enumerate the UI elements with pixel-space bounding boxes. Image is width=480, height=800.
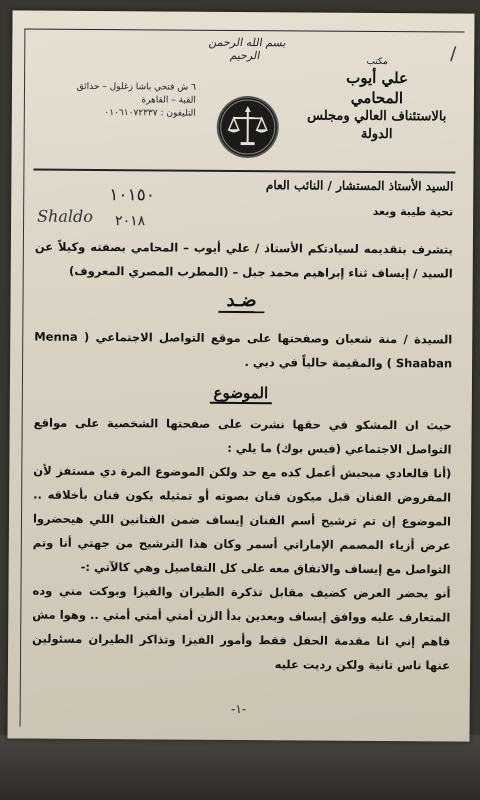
basmala: بسم الله الرحمن الرحيم [207, 35, 288, 63]
phone-line: التليفون : ٠١٠٦١٠٧٢٣٣٧ [104, 108, 196, 119]
intro-paragraph: يتشرف بتقديمه لسيادتكم الأستاذ / علي أيوب – المحامي بصفته وكيلاً عن السيد / إيساف ثناء إبراهيم محمد جبل – (المطرب المصري المعروف) [34, 239, 453, 281]
address-line-1: ٦ ش فتحي باشا زغلول – حدائق [76, 81, 197, 93]
letterhead-address [26, 80, 196, 120]
paragraph-1: حيث ان المشكو في حقها نشرت على صفحتها الشخصية على مواقع التواصل الاجتماعي (فيس بوك) ما يلي : [33, 415, 452, 457]
header-divider [33, 169, 455, 174]
body-paragraphs [32, 411, 452, 678]
document-page [7, 10, 474, 741]
handwritten-note: Shaldo [37, 206, 93, 226]
greeting-line: تحية طيبة وبعد [372, 204, 454, 219]
paragraph-3: أنو يحضر العرض كضيف مقابل تذكرة الطيران والفيزا وبوكت مني وده المتعارف عليه ووافق إيساف وبعدين بدأ الزن أمتي أمتي أمتي .. وهوا مش فاهم إني انا مقدمة الحفل فقط وأمور الفيزا وتذاكر الطيران مسئولين عنها ناس تانية ولكن رديت عليه [32, 583, 451, 673]
against-label: ضـد [218, 290, 264, 313]
defendant-text: السيدة / منة شعبان وصفحتها على موقع التواصل الاجتماعي ( [84, 329, 453, 347]
background-surface [0, 735, 480, 800]
lawyer-name: علي أيوب [346, 68, 409, 88]
court-name: بالاستئناف العالي ومجلس الدولة [307, 108, 447, 143]
defendant-latin-first: Menna [34, 329, 78, 344]
lawyer-title: المحامي [350, 88, 404, 108]
handwritten-date: ٢٠١٨ [115, 213, 146, 230]
address-line-2: القبة – القاهرة [141, 95, 196, 106]
page-border-top [24, 28, 464, 32]
subject-heading [10, 382, 472, 403]
office-label: مكتب [366, 56, 388, 68]
subject-label: الموضوع [209, 384, 272, 404]
corner-mark: / [450, 43, 457, 65]
page-border-left [20, 28, 26, 726]
defendant-paragraph [34, 325, 452, 376]
defendant-latin-last: Shaaban [395, 356, 453, 371]
defendant-rest: ) والمقيمة حالياً في دبي . [244, 355, 392, 371]
letterhead-office [292, 56, 463, 144]
reference-number: ١٠١٥٠ [109, 185, 155, 206]
against-heading [10, 288, 472, 312]
page-number: -١- [231, 701, 247, 717]
scales-of-justice-icon [219, 98, 277, 156]
paragraph-2: (أنا فالعادي مبحبش أعمل كده مع حد ولكن الموضوع المرة دي مستفز لأن المفروض الفنان قبل ميكون فنان بصوته أو تمثيله يكون فنان بأخلاقه .. الموضوع إن تم ترشيح أسم الفنان إيساف ضمن الفنانين اللي هيحضروا عرض أزياء المصمم الإماراتي أسمر وكان هذا الترشيح من جهتي أنا وتم التواصل مع إيساف والاتفاق معه على كل التفاصيل وهي كالآتي :- [32, 463, 452, 577]
addressee-line: السيد الأستاذ المستشار / النائب العام [265, 178, 454, 194]
